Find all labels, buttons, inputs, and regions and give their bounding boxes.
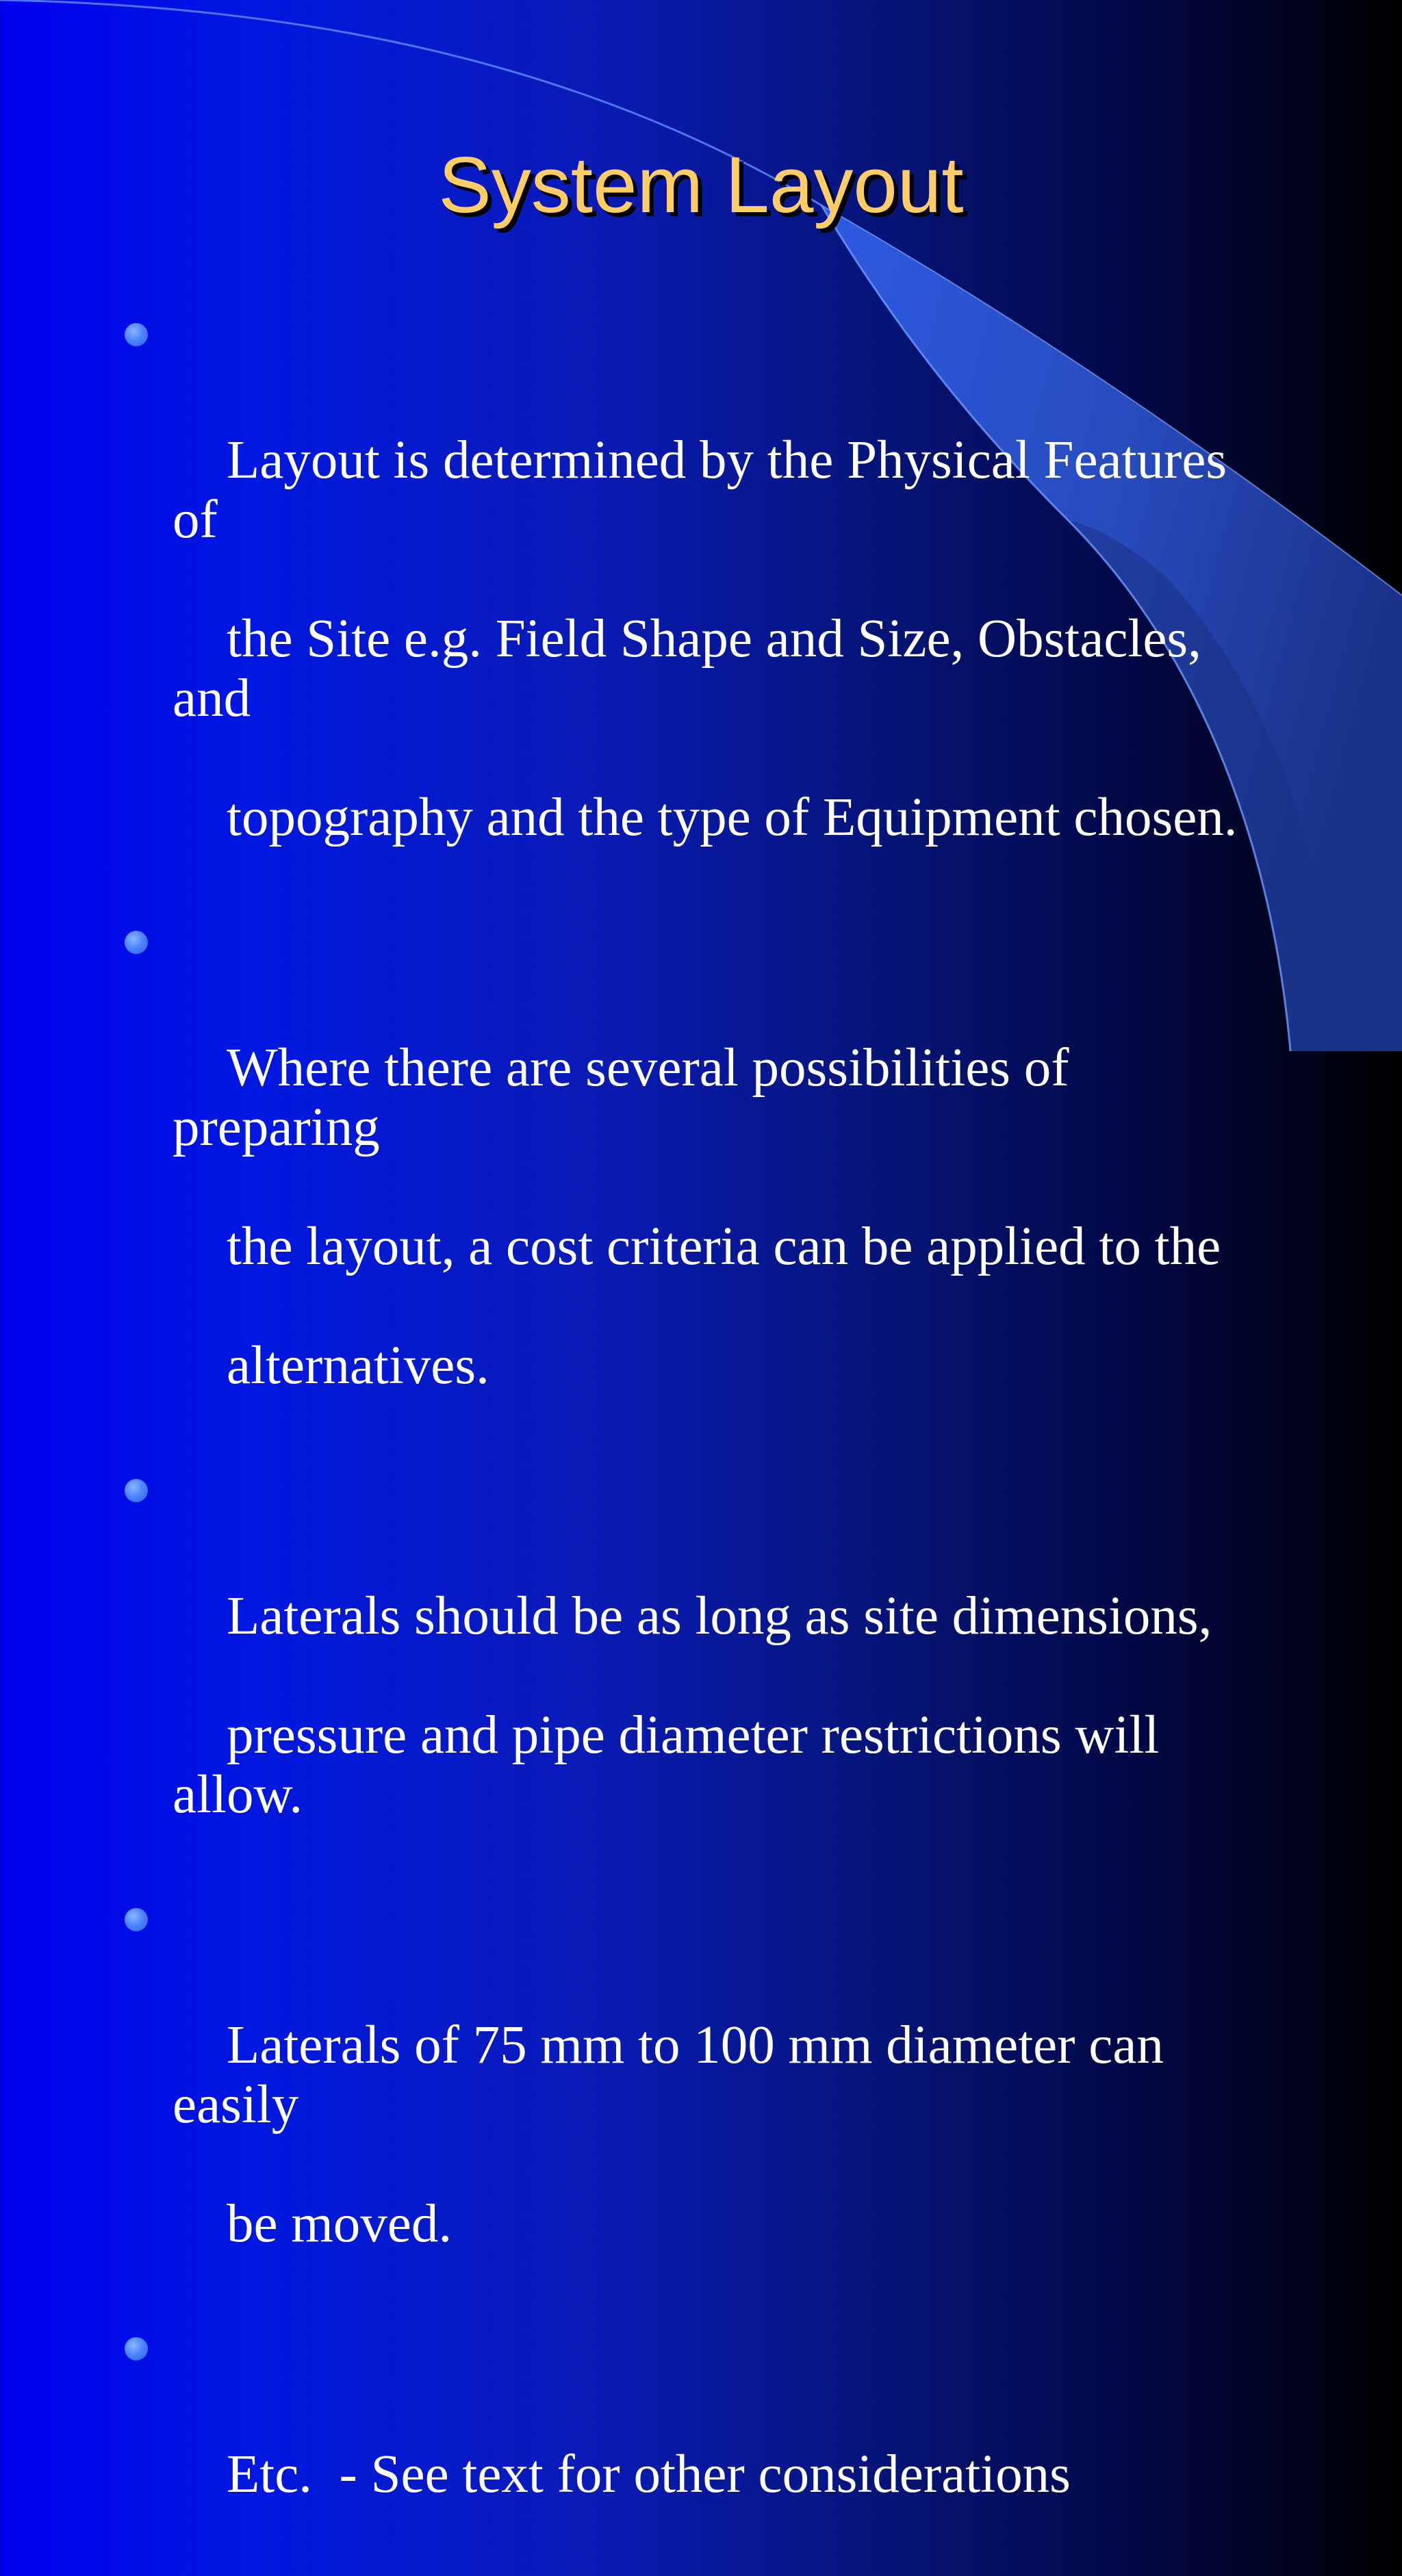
list-item: [118, 1467, 1282, 1884]
bullet-line: Etc. - See text for other considerations: [227, 2445, 1071, 2504]
bullet-line: Where there are several possibilities of preparing: [173, 1038, 1083, 1157]
bullet-list: [118, 311, 1282, 2576]
list-item: [118, 311, 1282, 907]
bullet-line: the Site e.g. Field Shape and Size, Obstacles, and: [173, 609, 1215, 728]
bullet-dot-icon: [125, 323, 148, 346]
bullet-dot-icon: [125, 1908, 148, 1931]
bullet-line: Layout is determined by the Physical Features of: [173, 430, 1240, 550]
bullet-line: topography and the type of Equipment chosen.: [227, 788, 1238, 847]
list-item: [118, 1896, 1282, 2313]
bullet-dot-icon: [125, 2337, 148, 2360]
bullet-line: be moved.: [227, 2194, 453, 2254]
bullet-dot-icon: [125, 1479, 148, 1502]
bullet-line: Laterals of 75 mm to 100 mm diameter can easily: [173, 2015, 1177, 2135]
bullet-line: the layout, a cost criteria can be applied to the: [227, 1217, 1221, 1276]
bullet-line: alternatives.: [227, 1336, 489, 1395]
bullet-dot-icon: [125, 931, 148, 954]
list-item: [118, 919, 1282, 1455]
bullet-line: pressure and pipe diameter restrictions will allow.: [173, 1705, 1173, 1825]
bullet-line: Laterals should be as long as site dimensions,: [227, 1586, 1212, 1646]
list-item: [118, 2326, 1282, 2564]
slide-title: System Layout: [438, 140, 964, 229]
